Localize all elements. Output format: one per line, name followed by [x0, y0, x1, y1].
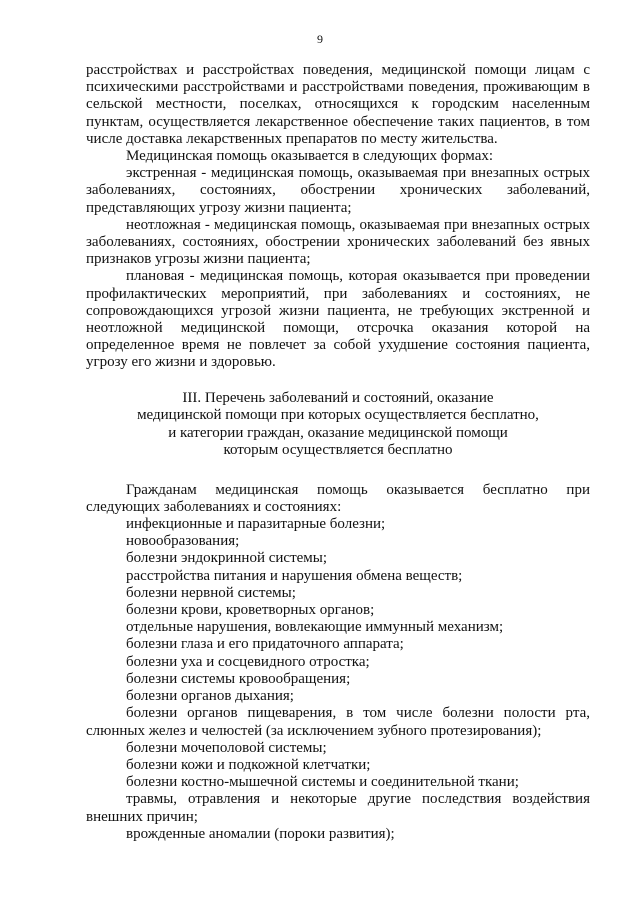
list-item: болезни костно-мышечной системы и соединительной ткани; [126, 774, 519, 791]
list-item: расстройства питания и нарушения обмена веществ; [126, 567, 463, 584]
list-item: новообразования; [126, 533, 240, 550]
list-item: болезни системы кровообращения; [126, 670, 351, 687]
list-item: инфекционные и паразитарные болезни; [126, 516, 386, 533]
list-item: болезни эндокринной системы; [126, 550, 328, 567]
section-heading-line: медицинской помощи при которых осуществляется бесплатно, [137, 407, 539, 424]
conditions-list [86, 516, 590, 843]
list-item: болезни глаза и его придаточного аппарата; [126, 636, 404, 653]
section-heading-line: которым осуществляется бесплатно [223, 442, 453, 459]
list-item: врожденные аномалии (пороки развития); [126, 825, 395, 842]
document-body [86, 62, 590, 843]
paragraph-urgent: неотложная - медицинская помощь, оказываемая при внезапных острых заболеваниях, состояниях, обострении хронических заболеваний без явных признаков угрозы жизни пациента; [86, 216, 590, 268]
section-heading [86, 390, 590, 460]
section-heading-line: и категории граждан, оказание медицинской помощи [168, 424, 508, 441]
paragraph-planned: плановая - медицинская помощь, которая оказывается при проведении профилактических мероприятий, при заболеваниях и состояниях, не сопровождающихся угрозой жизни пациента, не требующих экстренной и неотложной медицинской помощи, отсрочка оказания которой на определенное время не повлечет за собой ухудшение состояния пациента, угрозу его жизни и здоровью. [86, 268, 590, 371]
section-heading-line: III. Перечень заболеваний и состояний, оказание [182, 389, 494, 406]
list-item: болезни крови, кроветворных органов; [126, 602, 375, 619]
list-item: травмы, отравления и некоторые другие последствия воздействия внешних причин; [86, 791, 590, 825]
list-item: болезни мочеполовой системы; [126, 739, 327, 756]
list-item: болезни органов пищеварения, в том числе болезни полости рта, слюнных желез и челюстей (за исключением зубного протезирования); [86, 705, 590, 739]
list-item: болезни нервной системы; [126, 584, 296, 601]
list-item: болезни уха и сосцевидного отростка; [126, 653, 370, 670]
list-item: отдельные нарушения, вовлекающие иммунный механизм; [126, 619, 504, 636]
paragraph-conditions-intro: Гражданам медицинская помощь оказывается бесплатно при следующих заболеваниях и состояниях: [86, 481, 590, 515]
paragraph-continuation: расстройствах и расстройствах поведения, медицинской помощи лицам с психическими расстройствами и расстройствами поведения, проживающим в сельской местности, поселках, относящихся к городским населенным пунктам, осуществляется лекарственное обеспечение таких пациентов, в том числе доставка лекарственных препаратов по месту жительства. [86, 62, 590, 147]
page-number: 9 [317, 32, 323, 46]
paragraph-emergency: экстренная - медицинская помощь, оказываемая при внезапных острых заболеваниях, состояниях, обострении хронических заболеваний, представляющих угрозу жизни пациента; [86, 165, 590, 216]
paragraph-forms-intro: Медицинская помощь оказывается в следующих формах: [126, 148, 494, 165]
list-item: болезни органов дыхания; [126, 688, 294, 705]
list-item: болезни кожи и подкожной клетчатки; [126, 756, 371, 773]
